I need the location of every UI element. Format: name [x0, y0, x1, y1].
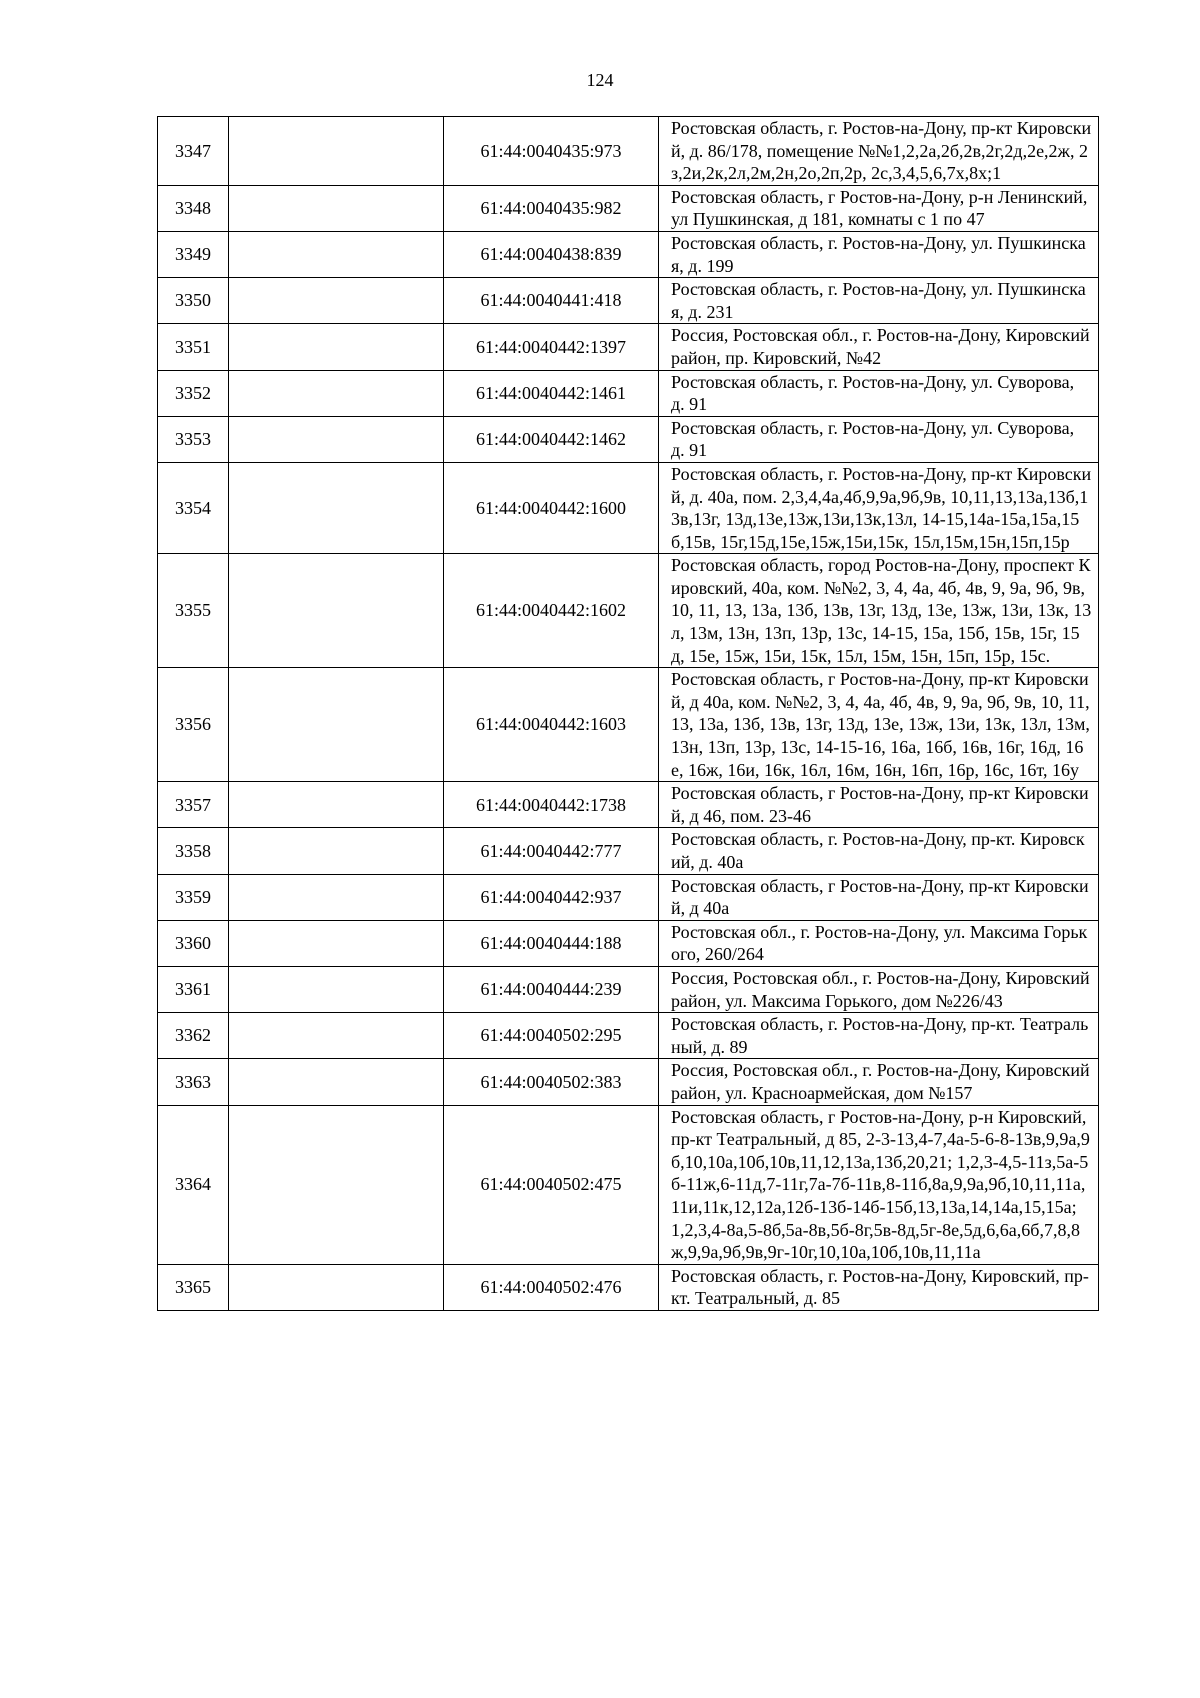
- registry-table-body: [158, 117, 1099, 1311]
- row-number-cell: 3349: [158, 231, 229, 277]
- cadastral-number-cell: 61:44:0040442:777: [444, 828, 659, 874]
- empty-cell: [229, 278, 444, 324]
- table-row: [158, 1013, 1099, 1059]
- empty-cell: [229, 966, 444, 1012]
- row-number-cell: 3363: [158, 1059, 229, 1105]
- row-number-cell: 3347: [158, 117, 229, 186]
- cadastral-number-cell: 61:44:0040442:937: [444, 874, 659, 920]
- table-row: [158, 117, 1099, 186]
- address-cell: Ростовская обл., г. Ростов-на-Дону, ул. Максима Горького, 260/264: [659, 920, 1099, 966]
- address-cell: Ростовская область, г Ростов-на-Дону, р-н Ленинский, ул Пушкинская, д 181, комнаты с 1 по 47: [659, 185, 1099, 231]
- row-number-cell: 3360: [158, 920, 229, 966]
- empty-cell: [229, 668, 444, 782]
- table-row: [158, 668, 1099, 782]
- cadastral-number-cell: 61:44:0040442:1602: [444, 554, 659, 668]
- row-number-cell: 3348: [158, 185, 229, 231]
- empty-cell: [229, 324, 444, 370]
- address-cell: Ростовская область, г Ростов-на-Дону, пр-кт Кировский, д 40а: [659, 874, 1099, 920]
- row-number-cell: 3364: [158, 1105, 229, 1264]
- table-row: [158, 1264, 1099, 1310]
- empty-cell: [229, 782, 444, 828]
- registry-table: [157, 116, 1099, 1311]
- address-cell: Ростовская область, г Ростов-на-Дону, пр-кт Кировский, д 46, пом. 23-46: [659, 782, 1099, 828]
- table-row: [158, 278, 1099, 324]
- empty-cell: [229, 554, 444, 668]
- cadastral-number-cell: 61:44:0040442:1461: [444, 370, 659, 416]
- table-row: [158, 966, 1099, 1012]
- address-cell: Ростовская область, г. Ростов-на-Дону, ул. Пушкинская, д. 231: [659, 278, 1099, 324]
- cadastral-number-cell: 61:44:0040442:1397: [444, 324, 659, 370]
- cadastral-number-cell: 61:44:0040442:1600: [444, 462, 659, 553]
- table-row: [158, 416, 1099, 462]
- address-cell: Ростовская область, г. Ростов-на-Дону, ул. Суворова, д. 91: [659, 416, 1099, 462]
- address-cell: Ростовская область, г. Ростов-на-Дону, пр-кт. Театральный, д. 89: [659, 1013, 1099, 1059]
- empty-cell: [229, 462, 444, 553]
- address-cell: Ростовская область, г Ростов-на-Дону, р-н Кировский, пр-кт Театральный, д 85, 2-3-13,4-7,4а-5-6-8-13в,9,9а,9б,10,10а,10б,10в,11,12,13а,13б,20,21; 1,2,3-4,5-11з,5а-5б-11ж,6-11д,7-11г,7а-7б-11в,8-11б,8а,9,9а,9б,10,11,11а,11и,11к,12,12а,12б-13б-14б-15б,13,13а,14,14а,15,15а; 1,2,3,4-8а,5-8б,5а-8в,5б-8г,5в-8д,5г-8е,5д,6,6а,6б,7,8,8ж,9,9а,9б,9в,9г-10г,10,10а,10б,10в,11,11а: [659, 1105, 1099, 1264]
- empty-cell: [229, 920, 444, 966]
- empty-cell: [229, 231, 444, 277]
- empty-cell: [229, 370, 444, 416]
- row-number-cell: 3361: [158, 966, 229, 1012]
- address-cell: Россия, Ростовская обл., г. Ростов-на-Дону, Кировский район, ул. Максима Горького, дом №226/43: [659, 966, 1099, 1012]
- table-row: [158, 231, 1099, 277]
- address-cell: Россия, Ростовская обл., г. Ростов-на-Дону, Кировский район, ул. Красноармейская, дом №157: [659, 1059, 1099, 1105]
- page-number: 124: [586, 70, 614, 90]
- table-row: [158, 1059, 1099, 1105]
- empty-cell: [229, 185, 444, 231]
- table-row: [158, 554, 1099, 668]
- row-number-cell: 3357: [158, 782, 229, 828]
- row-number-cell: 3350: [158, 278, 229, 324]
- address-cell: Ростовская область, г. Ростов-на-Дону, пр-кт Кировский, д. 86/178, помещение №№1,2,2а,2б,2в,2г,2д,2е,2ж, 2з,2и,2к,2л,2м,2н,2о,2п,2р, 2с,3,4,5,6,7х,8х;1: [659, 117, 1099, 186]
- address-cell: Ростовская область, г. Ростов-на-Дону, Кировский, пр-кт. Театральный, д. 85: [659, 1264, 1099, 1310]
- address-cell: Ростовская область, г. Ростов-на-Дону, ул. Суворова, д. 91: [659, 370, 1099, 416]
- cadastral-number-cell: 61:44:0040442:1462: [444, 416, 659, 462]
- cadastral-number-cell: 61:44:0040435:973: [444, 117, 659, 186]
- row-number-cell: 3362: [158, 1013, 229, 1059]
- table-row: [158, 185, 1099, 231]
- table-row: [158, 1105, 1099, 1264]
- row-number-cell: 3365: [158, 1264, 229, 1310]
- address-cell: Ростовская область, г. Ростов-на-Дону, ул. Пушкинская, д. 199: [659, 231, 1099, 277]
- empty-cell: [229, 1264, 444, 1310]
- row-number-cell: 3352: [158, 370, 229, 416]
- cadastral-number-cell: 61:44:0040438:839: [444, 231, 659, 277]
- cadastral-number-cell: 61:44:0040502:383: [444, 1059, 659, 1105]
- row-number-cell: 3351: [158, 324, 229, 370]
- table-row: [158, 324, 1099, 370]
- table-row: [158, 782, 1099, 828]
- address-cell: Ростовская область, г. Ростов-на-Дону, пр-кт Кировский, д. 40а, пом. 2,3,4,4а,4б,9,9а,9б,9в, 10,11,13,13а,13б,13в,13г, 13д,13е,13ж,13и,13к,13л, 14-15,14а-15а,15а,15б,15в, 15г,15д,15е,15ж,15и,15к, 15л,15м,15н,15п,15р: [659, 462, 1099, 553]
- cadastral-number-cell: 61:44:0040502:475: [444, 1105, 659, 1264]
- address-cell: Ростовская область, город Ростов-на-Дону, проспект Кировский, 40а, ком. №№2, 3, 4, 4а, 4б, 4в, 9, 9а, 9б, 9в, 10, 11, 13, 13а, 13б, 13в, 13г, 13д, 13е, 13ж, 13и, 13к, 13л, 13м, 13н, 13п, 13р, 13с, 14-15, 15а, 15б, 15в, 15г, 15д, 15е, 15ж, 15и, 15к, 15л, 15м, 15н, 15п, 15р, 15с.: [659, 554, 1099, 668]
- cadastral-number-cell: 61:44:0040441:418: [444, 278, 659, 324]
- table-row: [158, 828, 1099, 874]
- row-number-cell: 3355: [158, 554, 229, 668]
- row-number-cell: 3359: [158, 874, 229, 920]
- row-number-cell: 3354: [158, 462, 229, 553]
- address-cell: Ростовская область, г. Ростов-на-Дону, пр-кт. Кировский, д. 40а: [659, 828, 1099, 874]
- cadastral-number-cell: 61:44:0040502:295: [444, 1013, 659, 1059]
- table-row: [158, 920, 1099, 966]
- table-row: [158, 462, 1099, 553]
- empty-cell: [229, 416, 444, 462]
- cadastral-number-cell: 61:44:0040444:239: [444, 966, 659, 1012]
- empty-cell: [229, 1013, 444, 1059]
- row-number-cell: 3358: [158, 828, 229, 874]
- cadastral-number-cell: 61:44:0040502:476: [444, 1264, 659, 1310]
- cadastral-number-cell: 61:44:0040435:982: [444, 185, 659, 231]
- row-number-cell: 3356: [158, 668, 229, 782]
- table-row: [158, 370, 1099, 416]
- empty-cell: [229, 828, 444, 874]
- table-row: [158, 874, 1099, 920]
- empty-cell: [229, 874, 444, 920]
- row-number-cell: 3353: [158, 416, 229, 462]
- empty-cell: [229, 117, 444, 186]
- empty-cell: [229, 1105, 444, 1264]
- empty-cell: [229, 1059, 444, 1105]
- cadastral-number-cell: 61:44:0040444:188: [444, 920, 659, 966]
- cadastral-number-cell: 61:44:0040442:1738: [444, 782, 659, 828]
- cadastral-number-cell: 61:44:0040442:1603: [444, 668, 659, 782]
- address-cell: Россия, Ростовская обл., г. Ростов-на-Дону, Кировский район, пр. Кировский, №42: [659, 324, 1099, 370]
- address-cell: Ростовская область, г Ростов-на-Дону, пр-кт Кировский, д 40а, ком. №№2, 3, 4, 4а, 4б, 4в, 9, 9а, 9б, 9в, 10, 11, 13, 13а, 13б, 13в, 13г, 13д, 13е, 13ж, 13и, 13к, 13л, 13м, 13н, 13п, 13р, 13с, 14-15-16, 16а, 16б, 16в, 16г, 16д, 16е, 16ж, 16и, 16к, 16л, 16м, 16н, 16п, 16р, 16с, 16т, 16у: [659, 668, 1099, 782]
